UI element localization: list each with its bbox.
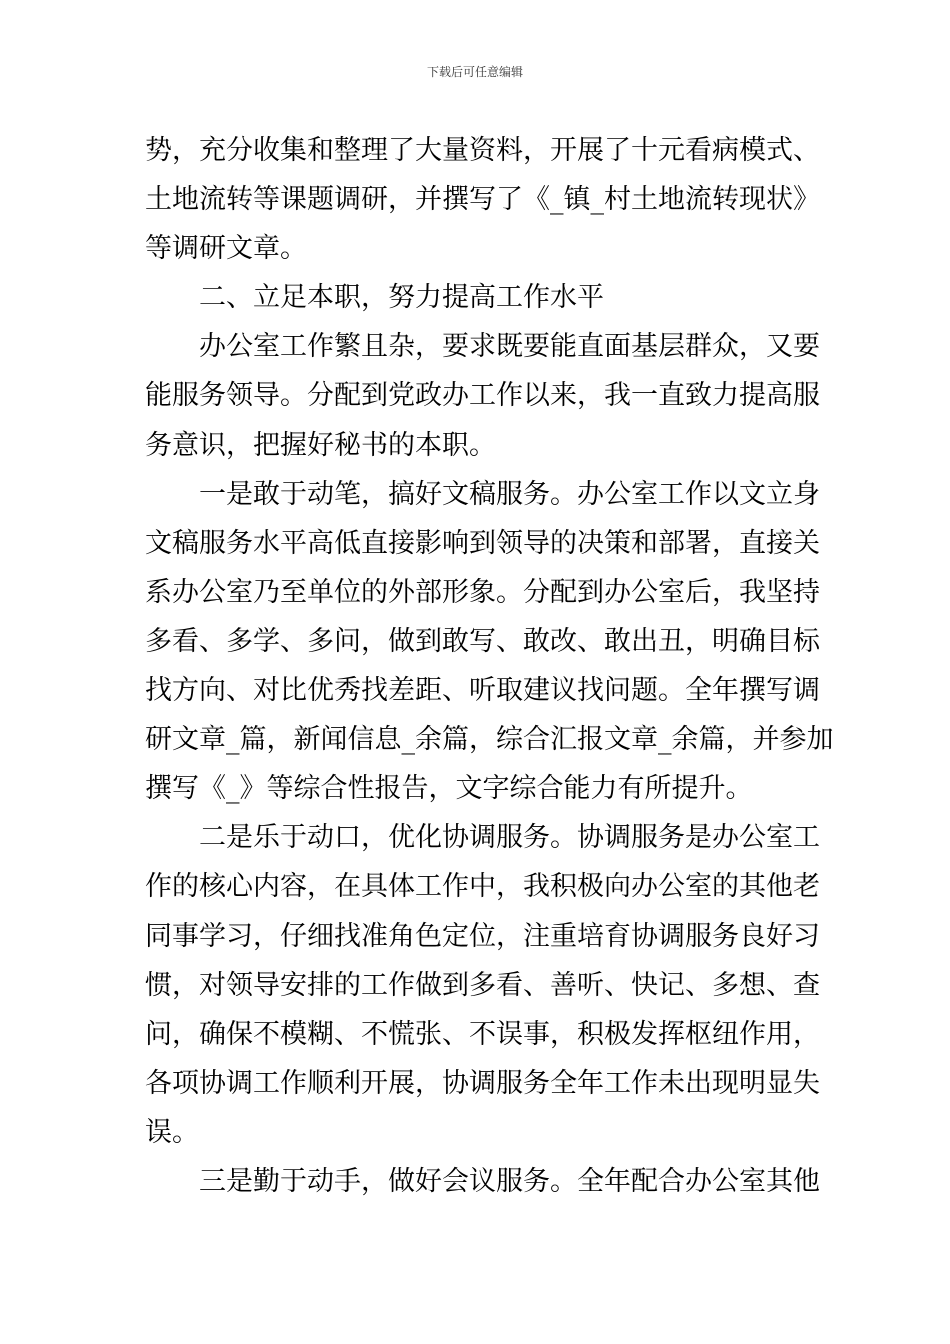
text-line: 务意识，把握好秘书的本职。 (145, 429, 496, 461)
text-line: 问，确保不模糊、不慌张、不误事，积极发挥枢纽作用， (145, 1018, 820, 1050)
text-line: 能服务领导。分配到党政办工作以来，我一直致力提高服 (145, 380, 820, 412)
paragraph-meeting-service (145, 1157, 820, 1206)
text-line: 作的核心内容，在具体工作中，我积极向办公室的其他老 (145, 871, 820, 903)
section-heading (145, 273, 807, 322)
paragraph-writing-service (145, 470, 834, 814)
paragraph-coordination-service (145, 813, 820, 1157)
text-line: 多看、多学、多问，做到敢写、敢改、敢出丑，明确目标 (145, 625, 820, 657)
paragraph-office-work (145, 322, 820, 469)
text-line: 系办公室乃至单位的外部形象。分配到办公室后，我坚持 (145, 576, 820, 608)
paragraph-continuation (145, 126, 820, 273)
text-line: 势，充分收集和整理了大量资料，开展了十元看病模式、 (145, 135, 820, 166)
text-line: 同事学习，仔细找准角色定位，注重培育协调服务良好习 (145, 920, 820, 952)
text-line: 撰写《_》等综合性报告，文字综合能力有所提升。 (145, 773, 753, 805)
text-line: 各项协调工作顺利开展，协调服务全年工作未出现明显失 (145, 1067, 820, 1099)
text-line: 研文章_篇，新闻信息_余篇，综合汇报文章_余篇，并参加 (145, 724, 834, 756)
text-line: 土地流转等课题调研，并撰写了《_镇_村土地流转现状》 (145, 184, 820, 216)
text-line: 找方向、对比优秀找差距、听取建议找问题。全年撰写调 (145, 675, 820, 707)
text-line: 惯，对领导安排的工作做到多看、善听、快记、多想、查 (145, 969, 820, 1001)
page-header: 下载后可任意编辑 (426, 65, 523, 79)
text-line: 文稿服务水平高低直接影响到领导的决策和部署，直接关 (145, 527, 820, 559)
text-line: 二是乐于动口，优化协调服务。协调服务是办公室工 (199, 822, 820, 854)
text-line: 办公室工作繁且杂，要求既要能直面基层群众，又要 (199, 331, 820, 363)
document-body (145, 126, 834, 1206)
text-line: 等调研文章。 (145, 233, 307, 265)
text-line: 一是敢于动笔，搞好文稿服务。办公室工作以文立身 (199, 478, 820, 510)
text-line: 误。 (145, 1116, 199, 1148)
text-line: 三是勤于动手，做好会议服务。全年配合办公室其他 (199, 1165, 820, 1197)
heading-text: 二、立足本职，努力提高工作水平 (199, 282, 604, 314)
